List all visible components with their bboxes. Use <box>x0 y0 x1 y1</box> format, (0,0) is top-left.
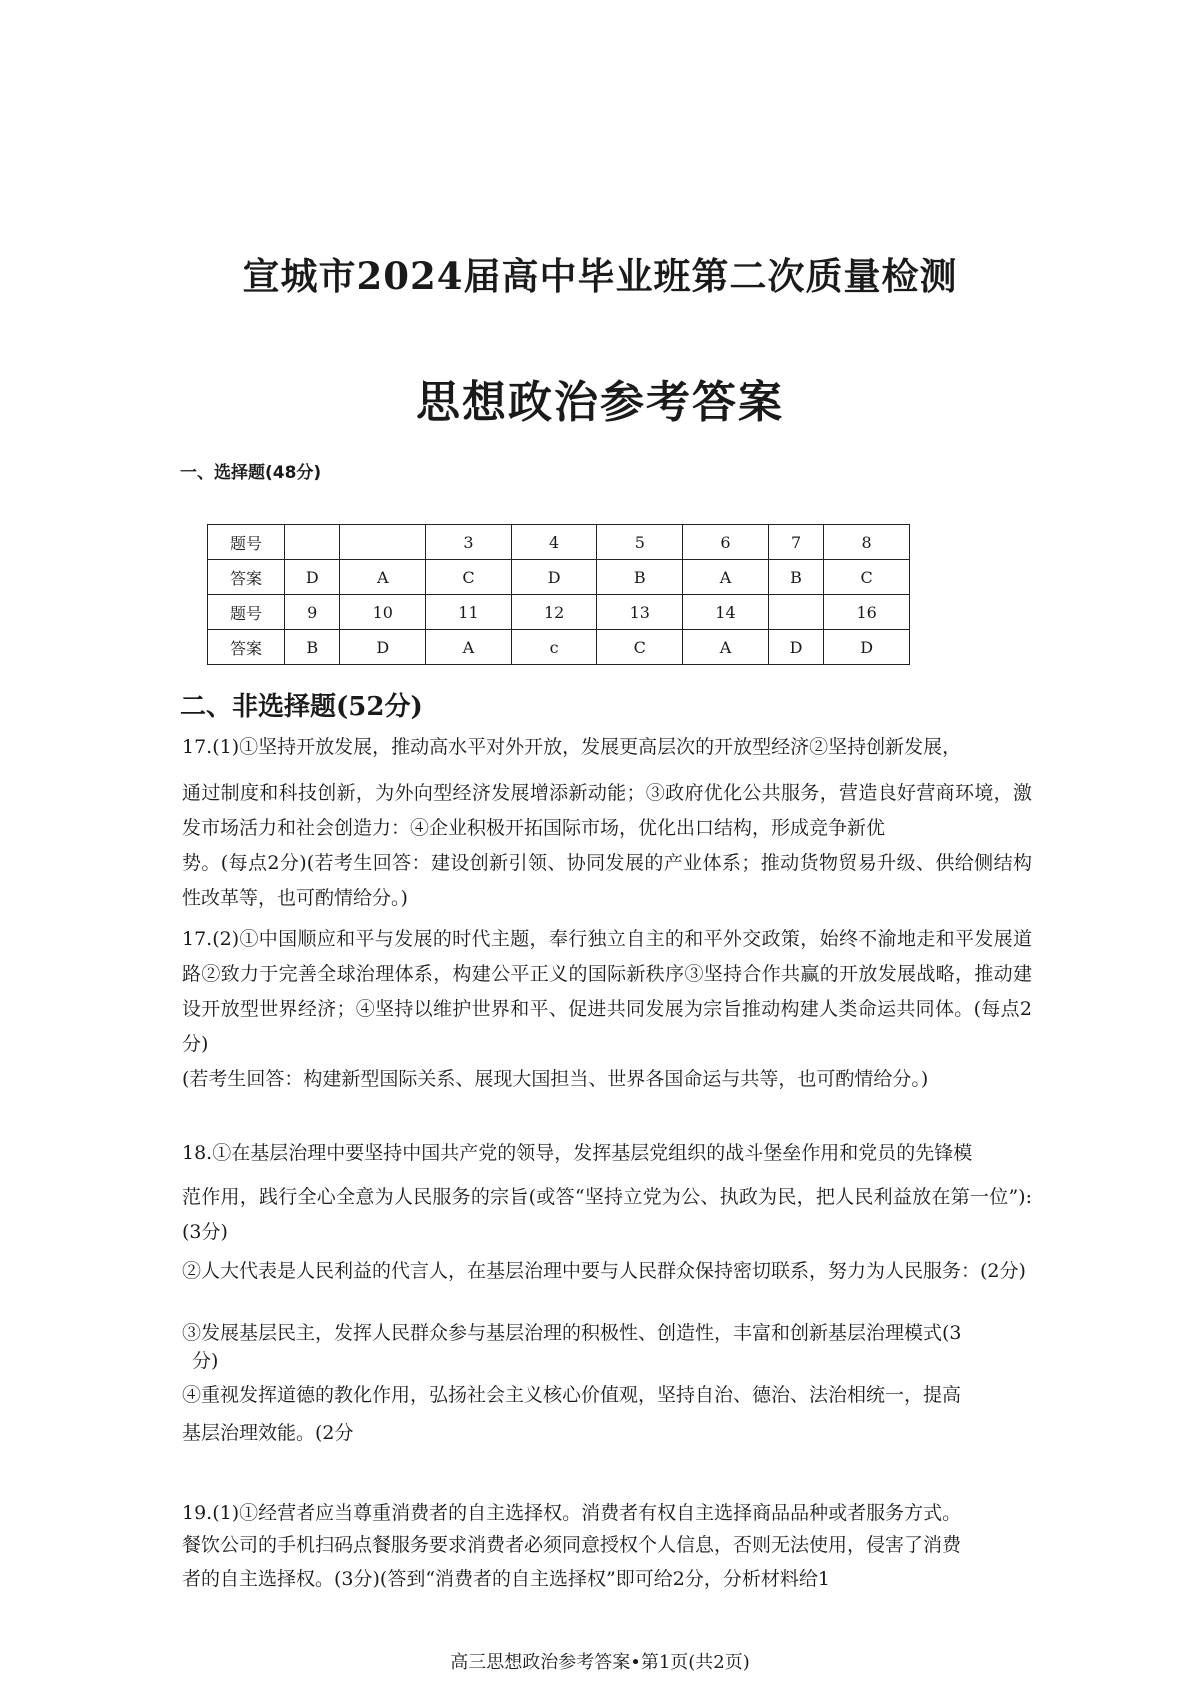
table-cell: 13 <box>597 595 683 630</box>
q19-line-3: 者的自主选择权。(3分)(答到“消费者的自主选择权”即可给2分，分析材料给1 <box>182 1568 830 1590</box>
table-cell: 11 <box>426 595 512 630</box>
table-cell: D <box>285 560 340 595</box>
document-subtitle: 思想政治参考答案 <box>416 377 784 428</box>
table-cell: 14 <box>683 595 769 630</box>
table-row-label: 答案 <box>208 630 285 665</box>
table-cell: 8 <box>824 525 910 560</box>
q18-line-7: 基层治理效能。(2分 <box>182 1422 354 1444</box>
q18-line-2: 范作用，践行全心全意为人民服务的宗旨(或答“坚持立党为公、执政为民，把人民利益放在第一位”):(3分) <box>182 1186 1032 1243</box>
document-title: 宣城市2024届高中毕业班第二次质量检测 <box>242 254 958 298</box>
q18-line-1: 18.①在基层治理中要坚持中国共产党的领导，发挥基层党组织的战斗堡垒作用和党员的先锋模 <box>182 1142 973 1164</box>
table-cell: c <box>511 630 597 665</box>
q18-line-3: ②人大代表是人民利益的代言人，在基层治理中要与人民群众保持密切联系，努力为人民服务：(2分) <box>182 1260 1026 1282</box>
table-cell: C <box>597 630 683 665</box>
q19-line-2: 餐饮公司的手机扫码点餐服务要求消费者必须同意授权个人信息，否则无法使用，侵害了消费 <box>182 1534 962 1556</box>
table-cell: D <box>824 630 910 665</box>
q17-1-line-3: 势。(每点2分)(若考生回答：建设创新引领、协同发展的产业体系；推动货物贸易升级、供给侧结构性改革等，也可酌情给分。) <box>182 852 1032 909</box>
section-1-heading: 一、选择题(48分) <box>180 463 322 483</box>
table-cell: D <box>340 630 426 665</box>
table-cell: B <box>285 630 340 665</box>
table-cell: A <box>340 560 426 595</box>
table-cell: 10 <box>340 595 426 630</box>
section-2-heading: 二、非选择题(52分) <box>180 692 423 722</box>
q17-2-note: (若考生回答：构建新型国际关系、展现大国担当、世界各国命运与共等，也可酌情给分。) <box>182 1068 929 1090</box>
table-cell: 4 <box>511 525 597 560</box>
table-cell: 7 <box>768 525 823 560</box>
table-cell: 3 <box>426 525 512 560</box>
table-cell: B <box>597 560 683 595</box>
table-row-label: 题号 <box>208 595 285 630</box>
q18-line-6: ④重视发挥道德的教化作用，弘扬社会主义核心价值观，坚持自治、德治、法治相统一，提高 <box>182 1384 962 1406</box>
table-row <box>208 630 910 665</box>
table-cell <box>285 525 340 560</box>
table-cell: 12 <box>511 595 597 630</box>
table-cell <box>340 525 426 560</box>
table-cell: B <box>768 560 823 595</box>
table-row <box>208 595 910 630</box>
q18-line-4: ③发展基层民主，发挥人民群众参与基层治理的积极性、创造性，丰富和创新基层治理模式(3 <box>182 1322 962 1344</box>
table-cell: C <box>426 560 512 595</box>
table-cell: 16 <box>824 595 910 630</box>
table-cell: 6 <box>683 525 769 560</box>
table-row <box>208 560 910 595</box>
table-row-label: 题号 <box>208 525 285 560</box>
table-cell: A <box>683 560 769 595</box>
q19-line-1: 19.(1)①经营者应当尊重消费者的自主选择权。消费者有权自主选择商品品种或者服务方式。 <box>182 1502 962 1524</box>
table-cell: 9 <box>285 595 340 630</box>
table-cell <box>768 595 823 630</box>
page-footer: 高三思想政治参考答案•第1页(共2页) <box>450 1652 750 1673</box>
q17-1-line-1: 17.(1)①坚持开放发展，推动高水平对外开放，发展更高层次的开放型经济②坚持创新发展， <box>182 736 962 758</box>
table-cell: A <box>683 630 769 665</box>
table-cell: A <box>426 630 512 665</box>
q18-line-5: 分) <box>192 1350 219 1372</box>
q17-1-line-2: 通过制度和科技创新，为外向型经济发展增添新动能；③政府优化公共服务，营造良好营商环境，激发市场活力和社会创造力：④企业积极开拓国际市场，优化出口结构，形成竞争新优 <box>182 782 1032 839</box>
q17-2-answer: 17.(2)①中国顺应和平与发展的时代主题，奉行独立自主的和平外交政策，始终不渝地走和平发展道路②致力于完善全球治理体系，构建公平正义的国际新秩序③坚持合作共赢的开放发展战略，推动建设开放型世界经济；④坚持以维护世界和平、促进共同发展为宗旨推动构建人类命运共同体。(每点2分) <box>182 928 1032 1055</box>
table-cell: 5 <box>597 525 683 560</box>
table-row-label: 答案 <box>208 560 285 595</box>
table-cell: C <box>824 560 910 595</box>
table-cell: D <box>511 560 597 595</box>
table-row <box>208 525 910 560</box>
answer-table <box>207 524 910 665</box>
table-cell: D <box>768 630 823 665</box>
